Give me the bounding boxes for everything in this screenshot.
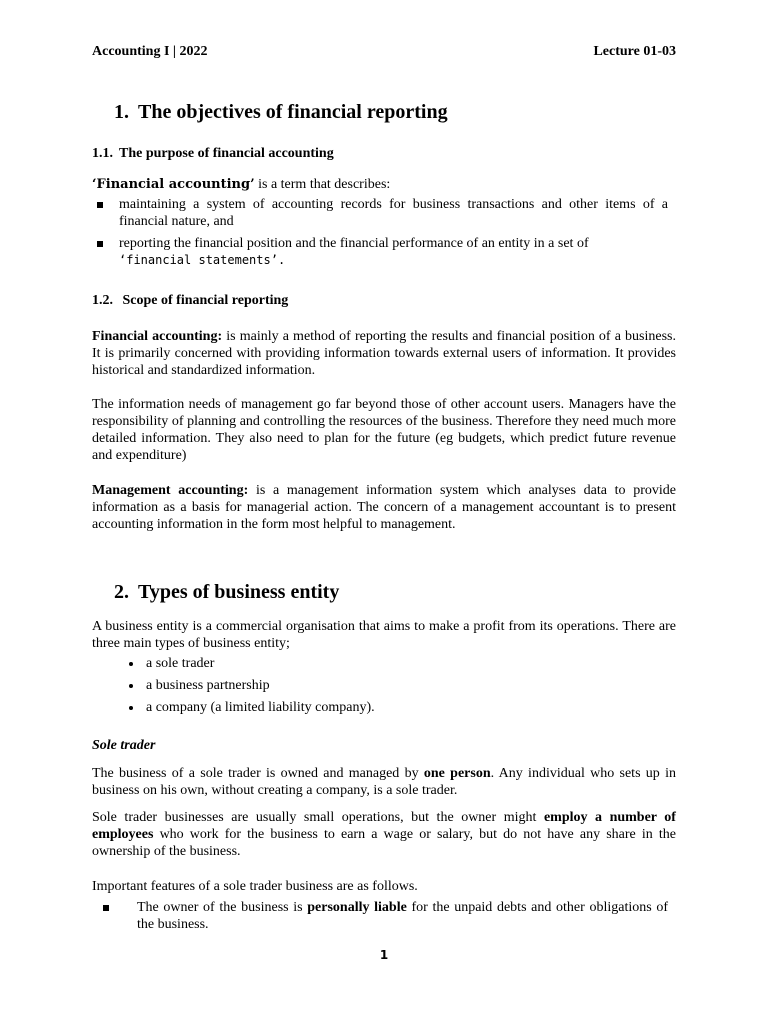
list-item-text: reporting the financial position and the financial performance of an entity in a set of ‘financial statements’. <box>119 236 589 267</box>
square-bullet-icon <box>97 241 103 247</box>
section-2-title: Types of business entity <box>138 581 340 603</box>
subsection-1-2-title: Scope of financial reporting <box>119 293 289 308</box>
definition-term: ‘Financial accounting’ <box>92 177 255 192</box>
list-item-text: maintaining a system of accounting records for business transactions and other items of a financial nature, and <box>119 197 668 229</box>
list-item: a company (a limited liability company). <box>128 697 375 719</box>
section-1-title: The objectives of financial reporting <box>138 101 448 123</box>
financial-accounting-definition <box>92 177 390 193</box>
subsection-1-2-heading <box>92 293 288 309</box>
list-item: a business partnership <box>128 675 375 697</box>
square-bullet-icon <box>97 202 103 208</box>
section-2-heading <box>114 581 339 603</box>
list-item: a sole trader <box>128 653 375 675</box>
paragraph-sole-trader-owner: The business of a sole trader is owned and managed by one person. Any individual who sets up in business on his own, without creating a company, is a sole trader. <box>92 766 676 798</box>
paragraph-management-accounting: Management accounting: is a management information system which analyses data to provide information as a basis for managerial action. The concern of a management accountant is to present accounting information in the form most helpful to management. <box>92 483 676 532</box>
financial-statements-term: ‘financial statements’. <box>119 253 286 267</box>
sole-trader-heading: Sole trader <box>92 738 156 753</box>
business-types-list <box>128 653 375 719</box>
paragraph-sole-trader-features: Important features of a sole trader business are as follows. <box>92 879 418 894</box>
paragraph-sole-trader-employees: Sole trader businesses are usually small operations, but the owner might employ a number of employees who work for the business to earn a wage or salary, but do not have any share in the ownership of the business. <box>92 810 676 859</box>
paragraph-business-entity-intro: A business entity is a commercial organisation that aims to make a profit from its operations. There are three main types of business entity; <box>92 619 676 651</box>
paragraph-management-needs: The information needs of management go far beyond those of other account users. Managers have the responsibility of planning and controlling the resources of the business. Therefore they need much more detailed information. They also need to plan for the future (eg budgets, which predict future revenue and expenditure) <box>92 397 676 463</box>
header-course: Accounting I | 2022 <box>92 44 208 59</box>
page-number: 1 <box>379 948 389 962</box>
header-lecture: Lecture 01-03 <box>593 44 676 59</box>
square-bullet-icon <box>103 905 109 911</box>
subsection-1-2-number: 1.2. <box>92 293 113 308</box>
subsection-1-1-number: 1.1. <box>92 146 113 161</box>
section-1-number: 1. <box>114 101 129 123</box>
subsection-1-1-heading <box>92 146 334 162</box>
list-item-text: The owner of the business is personally liable for the unpaid debts and other obligations of the business. <box>137 900 668 932</box>
paragraph-financial-accounting: Financial accounting: is mainly a method of reporting the results and financial position of a business. It is primarily concerned with providing information towards external users of information. It provides historical and standardized information. <box>92 329 676 378</box>
section-2-number: 2. <box>114 581 129 603</box>
subsection-1-1-title: The purpose of financial accounting <box>119 146 334 161</box>
definition-rest: is a term that describes: <box>254 177 391 192</box>
section-1-heading <box>114 101 448 123</box>
